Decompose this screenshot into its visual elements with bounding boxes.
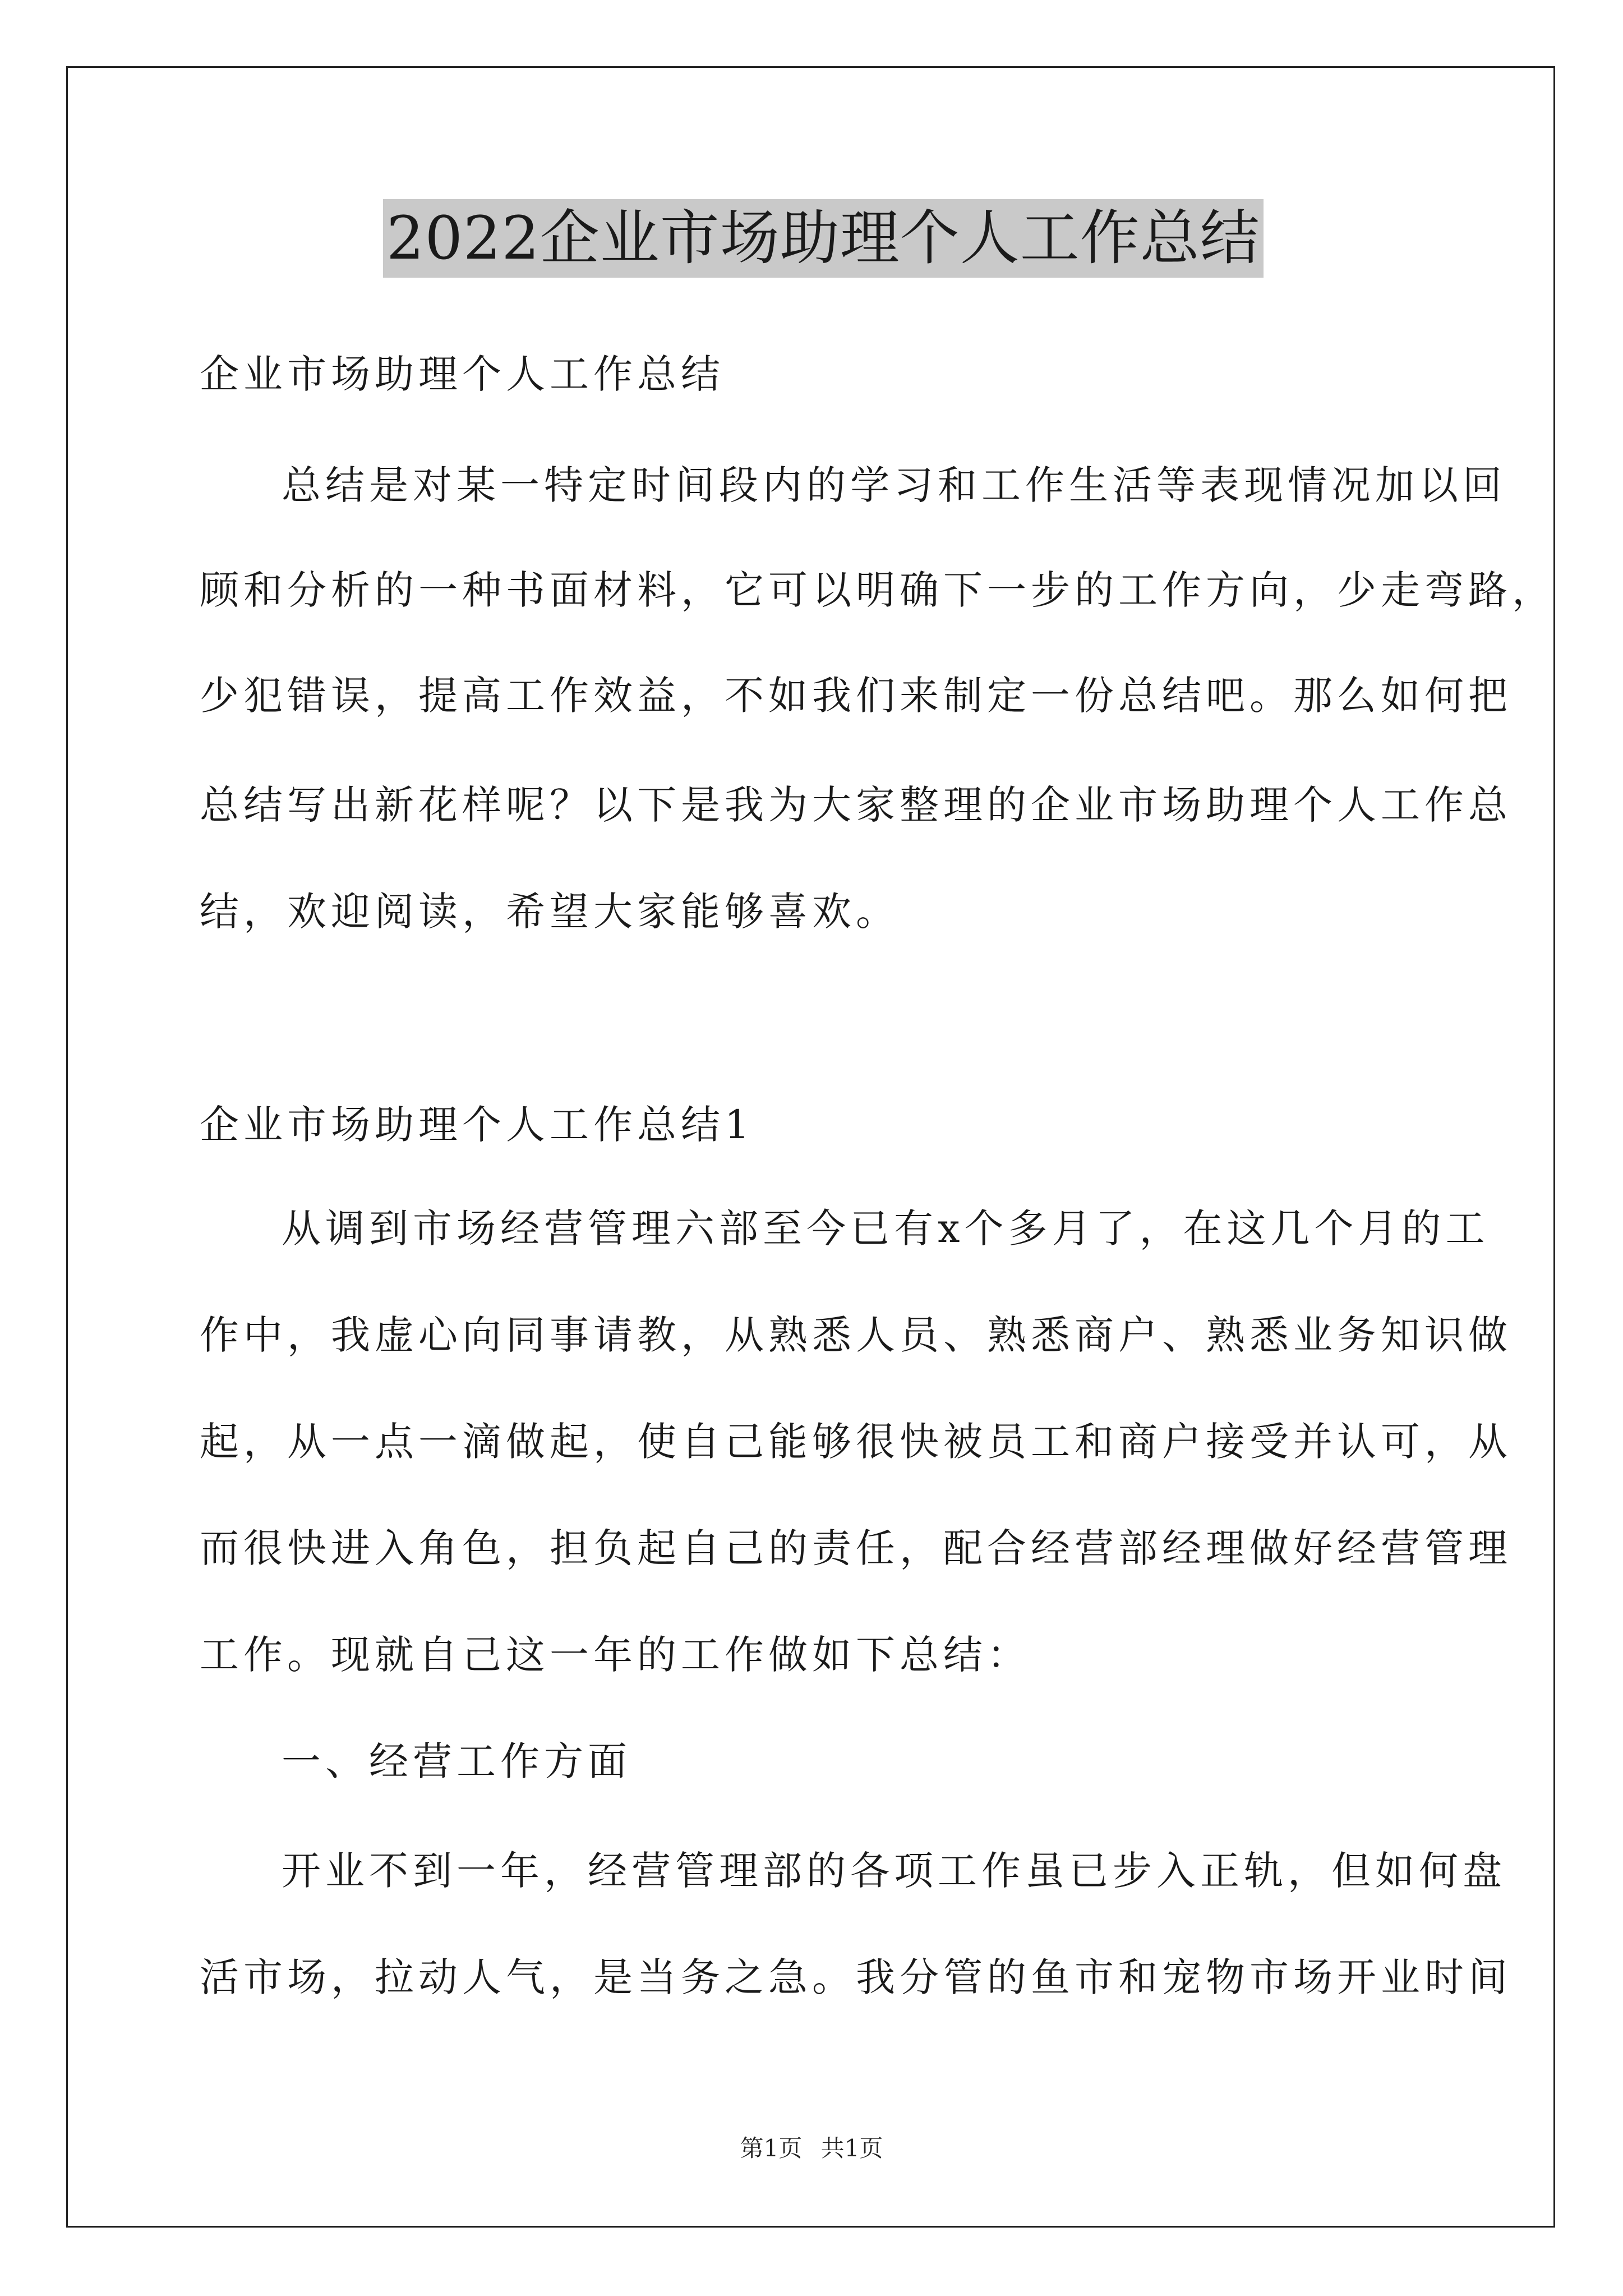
paragraph-line: 总结写出新花样呢？以下是我为大家整理的企业市场助理个人工作总 bbox=[200, 782, 1512, 828]
paragraph-line: 而很快进入角色，担负起自己的责任，配合经营部经理做好经营管理 bbox=[200, 1525, 1512, 1571]
document-title: 2022企业市场助理个人工作总结 bbox=[383, 199, 1264, 278]
page-footer: 第1页 共1页 bbox=[740, 2134, 883, 2162]
paragraph-line: 作中，我虚心向同事请教，从熟悉人员、熟悉商户、熟悉业务知识做 bbox=[200, 1312, 1512, 1358]
section-heading: 企业市场助理个人工作总结1 bbox=[200, 1102, 754, 1148]
paragraph-line: 少犯错误，提高工作效益，不如我们来制定一份总结吧。那么如何把 bbox=[200, 673, 1512, 719]
paragraph-line: 结，欢迎阅读，希望大家能够喜欢。 bbox=[200, 889, 900, 935]
paragraph-line: 起，从一点一滴做起，使自己能够很快被员工和商户接受并认可，从 bbox=[200, 1419, 1512, 1465]
paragraph-line: 活市场，拉动人气，是当务之急。我分管的鱼市和宠物市场开业时间 bbox=[200, 1954, 1512, 2000]
paragraph-line: 工作。现就自己这一年的工作做如下总结： bbox=[200, 1632, 1031, 1678]
paragraph-line: 顾和分析的一种书面材料，它可以明确下一步的工作方向，少走弯路， bbox=[200, 567, 1556, 613]
paragraph-line: 开业不到一年，经营管理部的各项工作虽已步入正轨，但如何盘 bbox=[282, 1848, 1506, 1894]
subsection-heading: 一、经营工作方面 bbox=[282, 1738, 631, 1784]
subtitle: 企业市场助理个人工作总结 bbox=[200, 351, 725, 397]
paragraph-line: 总结是对某一特定时间段内的学习和工作生活等表现情况加以回 bbox=[282, 462, 1506, 508]
paragraph-line: 从调到市场经营管理六部至今已有x个多月了，在这几个月的工 bbox=[282, 1205, 1490, 1251]
